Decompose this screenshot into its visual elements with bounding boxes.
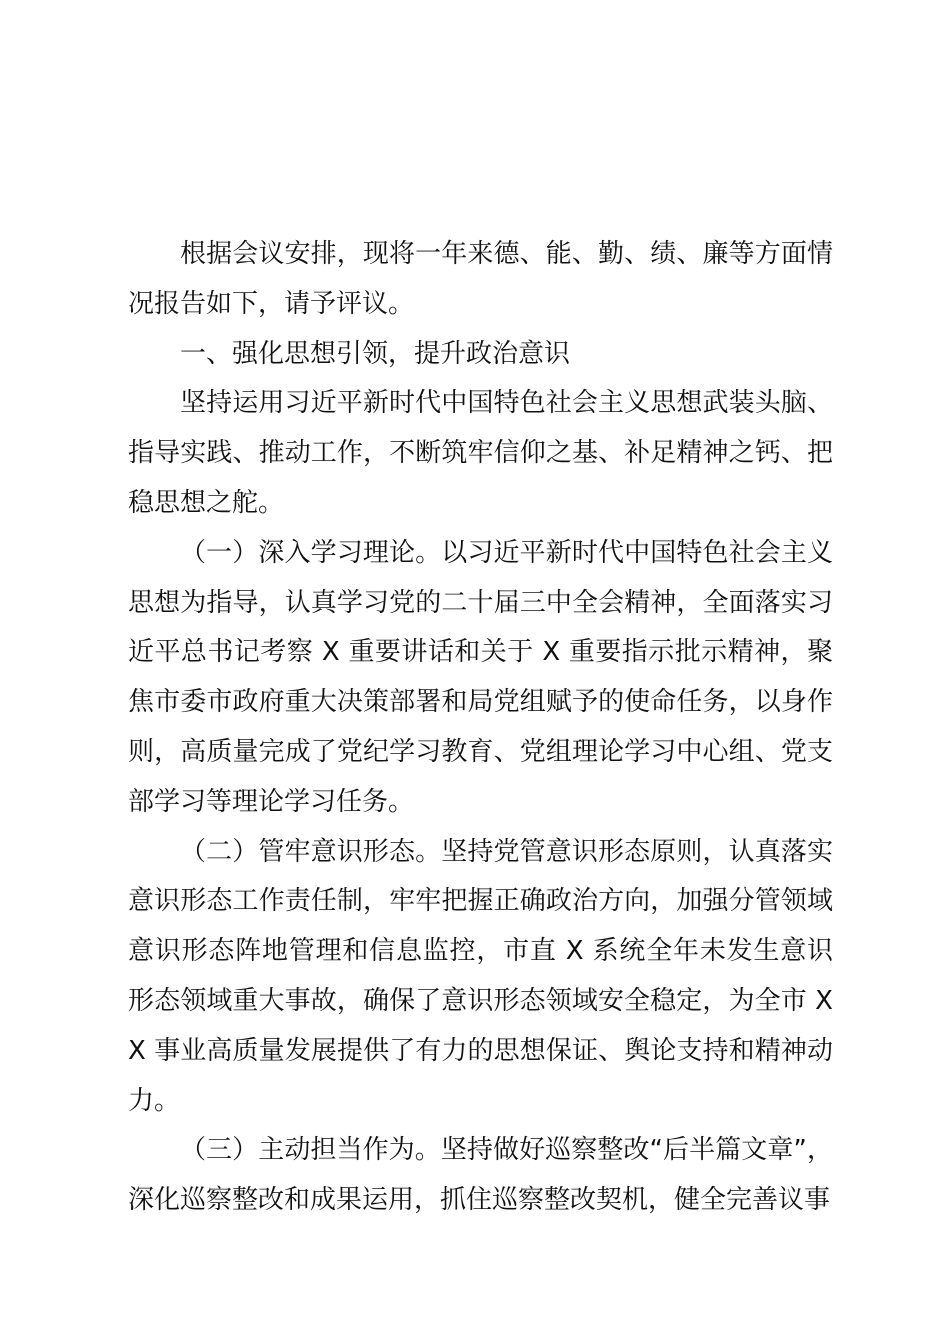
- intro-paragraph: 根据会议安排，现将一年来德、能、勤、绩、廉等方面情况报告如下，请予评议。: [128, 239, 833, 319]
- section-1-summary-paragraph: 坚持运用习近平新时代中国特色社会主义思想武装头脑、指导实践、推动工作，不断筑牢信仰之基、补足精神之钙、把稳思想之舵。: [128, 388, 833, 518]
- subsection-2-paragraph: （二）管牢意识形态。坚持党管意识形态原则，认真落实意识形态工作责任制，牢牢把握正确政治方向，加强分管领域意识形态阵地管理和信息监控，市直 X 系统全年未发生意识形态领域重大事故，确保了意识形态领域安全稳定，为全市 XX 事业高质量发展提供了有力的思想保证、舆论支持和精神动力。: [128, 836, 833, 1116]
- section-heading-1: 一、强化思想引领，提升政治意识: [180, 338, 571, 369]
- subsection-1-paragraph: （一）深入学习理论。以习近平新时代中国特色社会主义思想为指导，认真学习党的二十届三中全会精神，全面落实习近平总书记考察 X 重要讲话和关于 X 重要指示批示精神，聚焦市委市政府重大决策部署和局党组赋予的使命任务，以身作则，高质量完成了党纪学习教育、党组理论学习中心组、党支部学习等理论学习任务。: [128, 537, 833, 817]
- subsection-3-paragraph: （三）主动担当作为。坚持做好巡察整改“后半篇文章”，深化巡察整改和成果运用，抓住巡察整改契机，健全完善议事: [128, 1135, 833, 1216]
- document-body: [128, 230, 833, 1226]
